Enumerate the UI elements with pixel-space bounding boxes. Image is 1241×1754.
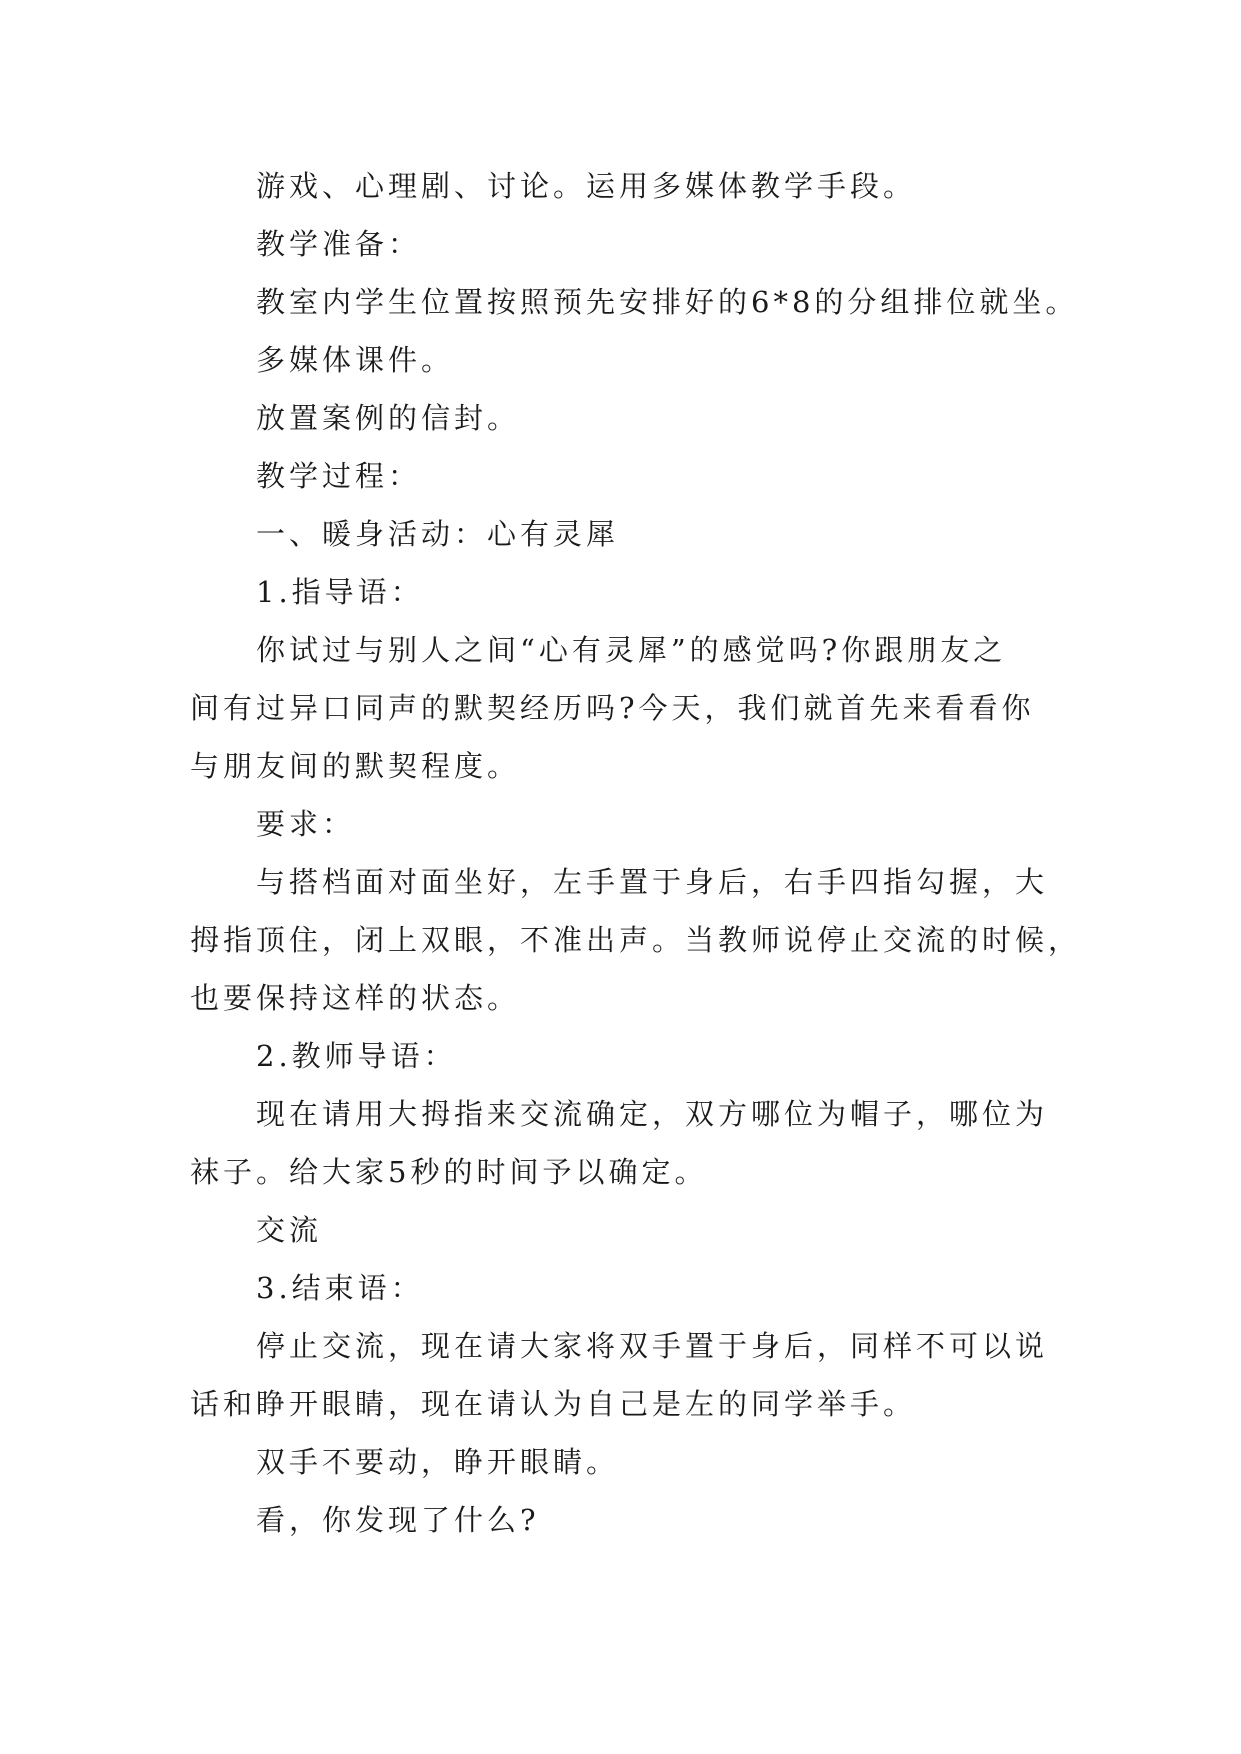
text-line: 停止交流，现在请大家将双手置于身后，同样不可以说 [256, 1329, 1049, 1363]
text-line: 双手不要动，睁开眼睛。 [256, 1445, 620, 1479]
text-line: 放置案例的信封。 [256, 401, 521, 435]
text-line: 交流 [256, 1213, 323, 1247]
text-line: 教学准备： [256, 227, 422, 261]
text-line: 拇指顶住，闭上双眼，不准出声。当教师说停止交流的时候， [190, 923, 1082, 957]
text-line: 话和睁开眼睛，现在请认为自己是左的同学举手。 [190, 1387, 917, 1421]
text-line: 与搭档面对面坐好，左手置于身后，右手四指勾握，大 [256, 865, 1049, 899]
text-line: 1.指导语： [256, 575, 424, 609]
text-line: 现在请用大拇指来交流确定，双方哪位为帽子，哪位为 [256, 1097, 1049, 1131]
text-line: 多媒体课件。 [256, 343, 455, 377]
section-heading: 一、暖身活动：心有灵犀 [256, 517, 620, 551]
text-line: 间有过异口同声的默契经历吗?今天，我们就首先来看看你 [190, 691, 1035, 725]
text-line: 袜子。给大家5秒的时间予以确定。 [190, 1155, 708, 1189]
text-line: 2.教师导语： [256, 1039, 457, 1073]
text-line: 教室内学生位置按照预先安排好的6*8的分组排位就坐。 [256, 285, 1079, 319]
text-line: 看，你发现了什么? [256, 1503, 540, 1537]
text-line: 游戏、心理剧、讨论。运用多媒体教学手段。 [256, 169, 917, 203]
text-line: 3.结束语： [256, 1271, 424, 1305]
text-line: 你试过与别人之间“心有灵犀”的感觉吗?你跟朋友之 [256, 633, 1007, 667]
text-line: 也要保持这样的状态。 [190, 981, 521, 1015]
text-line: 与朋友间的默契程度。 [190, 749, 521, 783]
text-line: 教学过程： [256, 459, 422, 493]
text-line: 要求： [256, 807, 356, 841]
